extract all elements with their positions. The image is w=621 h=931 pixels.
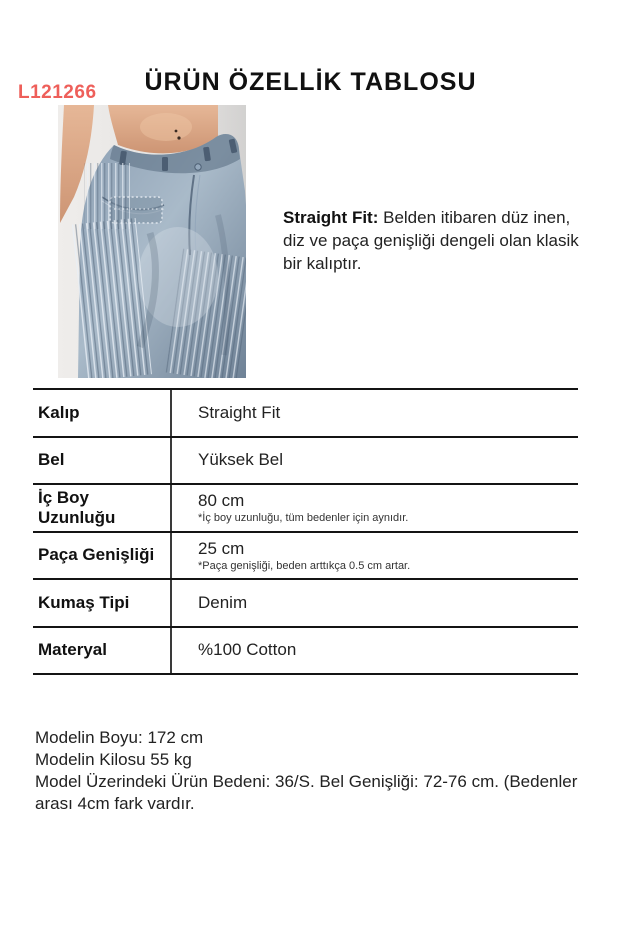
spec-label: Kumaş Tipi <box>33 580 172 626</box>
spec-value: %100 Cotton <box>198 640 297 660</box>
spec-row-kalip <box>33 390 578 438</box>
page-title: ÜRÜN ÖZELLİK TABLOSU <box>144 68 477 96</box>
spec-row-ic-boy-uzunlugu <box>33 485 578 533</box>
spec-value: Denim <box>198 592 248 612</box>
fit-description-body: Belden itibaren düz inen, diz ve paça genişliği dengeli olan klasik bir kalıptır. <box>283 208 579 273</box>
model-info-line-size: Model Üzerindeki Ürün Bedeni: 36/S. Bel Genişliği: 72-76 cm. (Bedenler arası 4cm fark vardır. <box>35 772 578 813</box>
spec-value: 25 cm <box>198 538 245 558</box>
spec-row-paca-genisligi <box>33 533 578 581</box>
model-info-line-height: Modelin Boyu: 172 cm <box>35 728 204 747</box>
spec-label: Bel <box>33 438 172 484</box>
spec-row-materyal <box>33 628 578 676</box>
spec-note: *İç boy uzunluğu, tüm bedenler için aynıdır. <box>198 512 409 525</box>
model-info-line-weight: Modelin Kilosu 55 kg <box>35 750 192 769</box>
jeans-photo-illustration <box>58 105 246 378</box>
fit-description <box>283 206 595 275</box>
spec-table <box>33 388 578 675</box>
spec-value: 80 cm <box>198 491 245 511</box>
fit-description-lead: Straight Fit: <box>283 208 379 227</box>
spec-value: Straight Fit <box>198 402 281 422</box>
spec-row-kumas-tipi <box>33 580 578 628</box>
model-info <box>35 727 591 815</box>
spec-value: Yüksek Bel <box>198 450 284 470</box>
spec-label: Materyal <box>33 628 172 674</box>
spec-row-bel <box>33 438 578 486</box>
spec-label: İç Boy Uzunluğu <box>33 485 172 531</box>
spec-note: *Paça genişliği, beden arttıkça 0.5 cm artar. <box>198 559 411 572</box>
product-code: L121266 <box>18 82 97 103</box>
spec-label: Kalıp <box>33 390 172 436</box>
product-photo <box>58 105 246 378</box>
spec-label: Paça Genişliği <box>33 533 172 579</box>
